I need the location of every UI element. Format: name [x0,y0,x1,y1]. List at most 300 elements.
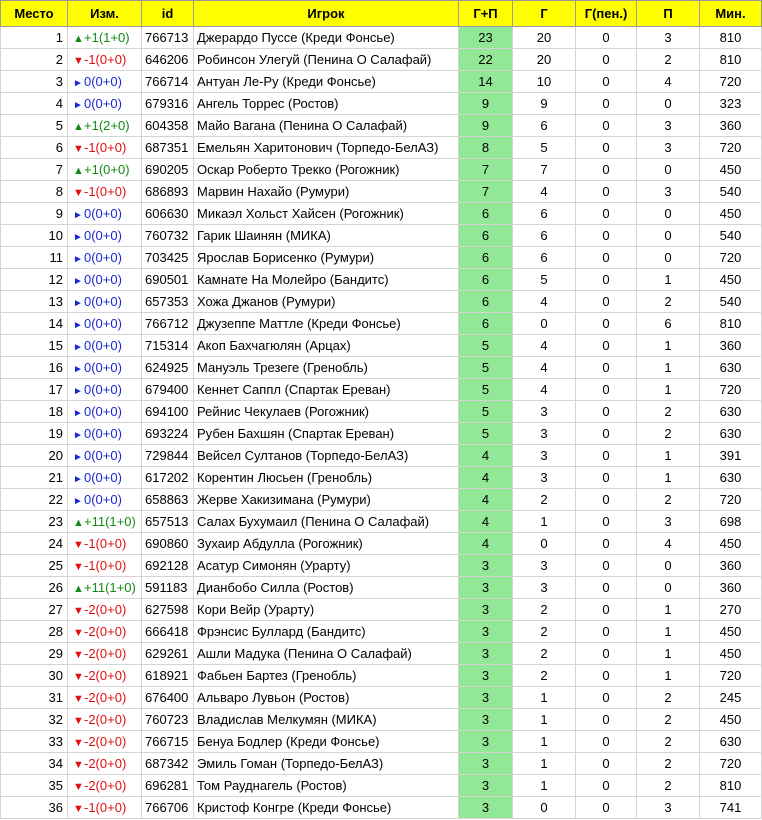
table-row[interactable] [1,467,762,489]
goals-assists-cell[interactable]: 3 [459,687,513,709]
player-cell[interactable]: Вейсел Султанов (Торпедо-БелАЗ) [194,445,459,467]
col-header-place[interactable]: Место [1,1,68,27]
minutes-cell[interactable]: 720 [700,753,762,775]
assists-cell[interactable]: 2 [637,775,700,797]
table-row[interactable] [1,71,762,93]
goals-assists-cell[interactable]: 6 [459,247,513,269]
goals-assists-cell[interactable]: 5 [459,379,513,401]
goals-assists-cell[interactable]: 9 [459,93,513,115]
minutes-cell[interactable]: 450 [700,159,762,181]
id-cell[interactable]: 686893 [142,181,194,203]
place-cell[interactable]: 14 [1,313,68,335]
minutes-cell[interactable]: 630 [700,423,762,445]
id-cell[interactable]: 676400 [142,687,194,709]
player-cell[interactable]: Джерардо Пуссе (Креди Фонсье) [194,27,459,49]
place-cell[interactable]: 19 [1,423,68,445]
penalty-goals-cell[interactable]: 0 [576,379,637,401]
place-cell[interactable]: 4 [1,93,68,115]
change-cell[interactable] [68,203,142,225]
assists-cell[interactable]: 1 [637,467,700,489]
place-cell[interactable]: 18 [1,401,68,423]
goals-assists-cell[interactable]: 6 [459,269,513,291]
table-row[interactable] [1,445,762,467]
col-header-penalty-goals[interactable]: Г(пен.) [576,1,637,27]
penalty-goals-cell[interactable]: 0 [576,247,637,269]
table-row[interactable] [1,93,762,115]
player-cell[interactable]: Антуан Ле-Ру (Креди Фонсье) [194,71,459,93]
assists-cell[interactable]: 0 [637,159,700,181]
table-row[interactable] [1,533,762,555]
place-cell[interactable]: 12 [1,269,68,291]
player-cell[interactable]: Корентин Люсьен (Гренобль) [194,467,459,489]
table-row[interactable] [1,423,762,445]
change-cell[interactable] [68,533,142,555]
change-cell[interactable] [68,313,142,335]
id-cell[interactable]: 729844 [142,445,194,467]
goals-assists-cell[interactable]: 3 [459,599,513,621]
change-cell[interactable] [68,577,142,599]
change-cell[interactable] [68,555,142,577]
change-cell[interactable] [68,709,142,731]
player-cell[interactable]: Кеннет Саппл (Спартак Ереван) [194,379,459,401]
table-row[interactable] [1,335,762,357]
goals-cell[interactable]: 3 [513,401,576,423]
place-cell[interactable]: 17 [1,379,68,401]
change-cell[interactable] [68,599,142,621]
goals-assists-cell[interactable]: 6 [459,291,513,313]
assists-cell[interactable]: 3 [637,137,700,159]
goals-cell[interactable]: 2 [513,599,576,621]
id-cell[interactable]: 618921 [142,665,194,687]
goals-assists-cell[interactable]: 3 [459,775,513,797]
change-cell[interactable] [68,93,142,115]
goals-assists-cell[interactable]: 9 [459,115,513,137]
assists-cell[interactable]: 0 [637,577,700,599]
change-cell[interactable] [68,335,142,357]
minutes-cell[interactable]: 810 [700,49,762,71]
place-cell[interactable]: 30 [1,665,68,687]
table-row[interactable] [1,665,762,687]
minutes-cell[interactable]: 630 [700,467,762,489]
change-cell[interactable] [68,115,142,137]
goals-cell[interactable]: 7 [513,159,576,181]
goals-assists-cell[interactable]: 5 [459,357,513,379]
place-cell[interactable]: 1 [1,27,68,49]
player-cell[interactable]: Асатур Симонян (Урарту) [194,555,459,577]
player-cell[interactable]: Владислав Мелкумян (МИКА) [194,709,459,731]
goals-assists-cell[interactable]: 14 [459,71,513,93]
player-cell[interactable]: Фабьен Бартез (Гренобль) [194,665,459,687]
goals-cell[interactable]: 2 [513,665,576,687]
goals-assists-cell[interactable]: 3 [459,753,513,775]
place-cell[interactable]: 7 [1,159,68,181]
table-row[interactable] [1,203,762,225]
minutes-cell[interactable]: 540 [700,181,762,203]
goals-cell[interactable]: 1 [513,753,576,775]
place-cell[interactable]: 28 [1,621,68,643]
assists-cell[interactable]: 2 [637,401,700,423]
minutes-cell[interactable]: 810 [700,775,762,797]
table-row[interactable] [1,731,762,753]
goals-cell[interactable]: 6 [513,225,576,247]
penalty-goals-cell[interactable]: 0 [576,269,637,291]
id-cell[interactable]: 687351 [142,137,194,159]
place-cell[interactable]: 15 [1,335,68,357]
place-cell[interactable]: 11 [1,247,68,269]
goals-cell[interactable]: 20 [513,49,576,71]
minutes-cell[interactable]: 720 [700,137,762,159]
id-cell[interactable]: 657513 [142,511,194,533]
goals-cell[interactable]: 2 [513,489,576,511]
table-row[interactable] [1,27,762,49]
id-cell[interactable]: 658863 [142,489,194,511]
id-cell[interactable]: 591183 [142,577,194,599]
penalty-goals-cell[interactable]: 0 [576,401,637,423]
id-cell[interactable]: 604358 [142,115,194,137]
id-cell[interactable]: 624925 [142,357,194,379]
player-cell[interactable]: Марвин Нахайо (Румури) [194,181,459,203]
goals-cell[interactable]: 2 [513,621,576,643]
player-cell[interactable]: Акоп Бахчагюлян (Арцах) [194,335,459,357]
player-cell[interactable]: Емельян Харитонович (Торпедо-БелАЗ) [194,137,459,159]
place-cell[interactable]: 6 [1,137,68,159]
assists-cell[interactable]: 1 [637,665,700,687]
player-cell[interactable]: Ярослав Борисенко (Румури) [194,247,459,269]
change-cell[interactable] [68,511,142,533]
place-cell[interactable]: 22 [1,489,68,511]
change-cell[interactable] [68,423,142,445]
assists-cell[interactable]: 3 [637,797,700,819]
goals-assists-cell[interactable]: 5 [459,423,513,445]
goals-cell[interactable]: 3 [513,467,576,489]
goals-cell[interactable]: 6 [513,203,576,225]
assists-cell[interactable]: 2 [637,489,700,511]
change-cell[interactable] [68,753,142,775]
player-cell[interactable]: Камнате На Молейро (Бандитс) [194,269,459,291]
id-cell[interactable]: 766713 [142,27,194,49]
table-row[interactable] [1,225,762,247]
penalty-goals-cell[interactable]: 0 [576,533,637,555]
goals-assists-cell[interactable]: 7 [459,181,513,203]
table-row[interactable] [1,687,762,709]
goals-assists-cell[interactable]: 22 [459,49,513,71]
penalty-goals-cell[interactable]: 0 [576,687,637,709]
goals-cell[interactable]: 1 [513,709,576,731]
minutes-cell[interactable]: 450 [700,709,762,731]
goals-cell[interactable]: 0 [513,533,576,555]
minutes-cell[interactable]: 450 [700,643,762,665]
assists-cell[interactable]: 4 [637,71,700,93]
place-cell[interactable]: 32 [1,709,68,731]
goals-assists-cell[interactable]: 6 [459,203,513,225]
assists-cell[interactable]: 3 [637,181,700,203]
goals-cell[interactable]: 2 [513,643,576,665]
place-cell[interactable]: 5 [1,115,68,137]
minutes-cell[interactable]: 630 [700,357,762,379]
change-cell[interactable] [68,225,142,247]
table-row[interactable] [1,357,762,379]
id-cell[interactable]: 760732 [142,225,194,247]
place-cell[interactable]: 36 [1,797,68,819]
change-cell[interactable] [68,687,142,709]
penalty-goals-cell[interactable]: 0 [576,27,637,49]
place-cell[interactable]: 2 [1,49,68,71]
table-row[interactable] [1,555,762,577]
change-cell[interactable] [68,291,142,313]
table-row[interactable] [1,49,762,71]
table-row[interactable] [1,379,762,401]
place-cell[interactable]: 13 [1,291,68,313]
penalty-goals-cell[interactable]: 0 [576,577,637,599]
goals-assists-cell[interactable]: 3 [459,643,513,665]
assists-cell[interactable]: 3 [637,115,700,137]
minutes-cell[interactable]: 450 [700,203,762,225]
minutes-cell[interactable]: 720 [700,247,762,269]
goals-assists-cell[interactable]: 23 [459,27,513,49]
place-cell[interactable]: 21 [1,467,68,489]
minutes-cell[interactable]: 540 [700,291,762,313]
goals-cell[interactable]: 9 [513,93,576,115]
table-row[interactable] [1,643,762,665]
goals-cell[interactable]: 4 [513,291,576,313]
table-row[interactable] [1,489,762,511]
player-cell[interactable]: Бенуа Бодлер (Креди Фонсье) [194,731,459,753]
goals-assists-cell[interactable]: 5 [459,335,513,357]
id-cell[interactable]: 694100 [142,401,194,423]
assists-cell[interactable]: 0 [637,203,700,225]
table-row[interactable] [1,511,762,533]
assists-cell[interactable]: 2 [637,687,700,709]
col-header-change[interactable]: Изм. [68,1,142,27]
goals-cell[interactable]: 4 [513,357,576,379]
table-row[interactable] [1,599,762,621]
change-cell[interactable] [68,269,142,291]
penalty-goals-cell[interactable]: 0 [576,291,637,313]
table-row[interactable] [1,181,762,203]
id-cell[interactable]: 693224 [142,423,194,445]
col-header-goals[interactable]: Г [513,1,576,27]
assists-cell[interactable]: 6 [637,313,700,335]
minutes-cell[interactable]: 720 [700,665,762,687]
goals-assists-cell[interactable]: 8 [459,137,513,159]
goals-cell[interactable]: 5 [513,269,576,291]
id-cell[interactable]: 690860 [142,533,194,555]
minutes-cell[interactable]: 270 [700,599,762,621]
penalty-goals-cell[interactable]: 0 [576,313,637,335]
player-cell[interactable]: Джузеппе Маттле (Креди Фонсье) [194,313,459,335]
assists-cell[interactable]: 2 [637,49,700,71]
minutes-cell[interactable]: 720 [700,489,762,511]
penalty-goals-cell[interactable]: 0 [576,203,637,225]
change-cell[interactable] [68,401,142,423]
player-cell[interactable]: Фрэнсис Буллард (Бандитс) [194,621,459,643]
place-cell[interactable]: 20 [1,445,68,467]
table-row[interactable] [1,709,762,731]
penalty-goals-cell[interactable]: 0 [576,643,637,665]
goals-assists-cell[interactable]: 3 [459,555,513,577]
assists-cell[interactable]: 2 [637,709,700,731]
goals-assists-cell[interactable]: 6 [459,225,513,247]
penalty-goals-cell[interactable]: 0 [576,775,637,797]
goals-assists-cell[interactable]: 3 [459,665,513,687]
change-cell[interactable] [68,181,142,203]
minutes-cell[interactable]: 360 [700,115,762,137]
penalty-goals-cell[interactable]: 0 [576,357,637,379]
goals-assists-cell[interactable]: 6 [459,313,513,335]
minutes-cell[interactable]: 450 [700,533,762,555]
minutes-cell[interactable]: 323 [700,93,762,115]
col-header-id[interactable]: id [142,1,194,27]
goals-cell[interactable]: 0 [513,313,576,335]
minutes-cell[interactable]: 450 [700,621,762,643]
minutes-cell[interactable]: 630 [700,401,762,423]
penalty-goals-cell[interactable]: 0 [576,599,637,621]
table-row[interactable] [1,115,762,137]
goals-assists-cell[interactable]: 3 [459,731,513,753]
place-cell[interactable]: 35 [1,775,68,797]
goals-assists-cell[interactable]: 5 [459,401,513,423]
minutes-cell[interactable]: 245 [700,687,762,709]
penalty-goals-cell[interactable]: 0 [576,731,637,753]
player-cell[interactable]: Ангель Торрес (Ростов) [194,93,459,115]
penalty-goals-cell[interactable]: 0 [576,71,637,93]
goals-assists-cell[interactable]: 7 [459,159,513,181]
place-cell[interactable]: 34 [1,753,68,775]
assists-cell[interactable]: 1 [637,621,700,643]
table-row[interactable] [1,247,762,269]
goals-cell[interactable]: 3 [513,423,576,445]
minutes-cell[interactable]: 741 [700,797,762,819]
penalty-goals-cell[interactable]: 0 [576,137,637,159]
id-cell[interactable]: 679316 [142,93,194,115]
goals-cell[interactable]: 3 [513,555,576,577]
player-cell[interactable]: Рубен Бахшян (Спартак Ереван) [194,423,459,445]
id-cell[interactable]: 679400 [142,379,194,401]
change-cell[interactable] [68,357,142,379]
place-cell[interactable]: 31 [1,687,68,709]
change-cell[interactable] [68,643,142,665]
player-cell[interactable]: Гарик Шаинян (МИКА) [194,225,459,247]
player-cell[interactable]: Рейнис Чекулаев (Рогожник) [194,401,459,423]
place-cell[interactable]: 3 [1,71,68,93]
change-cell[interactable] [68,797,142,819]
place-cell[interactable]: 23 [1,511,68,533]
id-cell[interactable]: 692128 [142,555,194,577]
goals-cell[interactable]: 5 [513,137,576,159]
assists-cell[interactable]: 1 [637,445,700,467]
table-row[interactable] [1,797,762,819]
assists-cell[interactable]: 3 [637,511,700,533]
table-row[interactable] [1,269,762,291]
place-cell[interactable]: 16 [1,357,68,379]
player-cell[interactable]: Жерве Хакизимана (Румури) [194,489,459,511]
player-cell[interactable]: Зухаир Абдулла (Рогожник) [194,533,459,555]
id-cell[interactable]: 690205 [142,159,194,181]
place-cell[interactable]: 24 [1,533,68,555]
minutes-cell[interactable]: 810 [700,313,762,335]
id-cell[interactable]: 606630 [142,203,194,225]
penalty-goals-cell[interactable]: 0 [576,511,637,533]
goals-assists-cell[interactable]: 3 [459,709,513,731]
change-cell[interactable] [68,247,142,269]
minutes-cell[interactable]: 540 [700,225,762,247]
penalty-goals-cell[interactable]: 0 [576,335,637,357]
col-header-assists[interactable]: П [637,1,700,27]
table-row[interactable] [1,137,762,159]
minutes-cell[interactable]: 360 [700,335,762,357]
assists-cell[interactable]: 2 [637,753,700,775]
place-cell[interactable]: 27 [1,599,68,621]
col-header-minutes[interactable]: Мин. [700,1,762,27]
goals-cell[interactable]: 1 [513,731,576,753]
goals-cell[interactable]: 4 [513,335,576,357]
id-cell[interactable]: 629261 [142,643,194,665]
assists-cell[interactable]: 2 [637,731,700,753]
place-cell[interactable]: 25 [1,555,68,577]
goals-cell[interactable]: 6 [513,115,576,137]
id-cell[interactable]: 715314 [142,335,194,357]
goals-cell[interactable]: 4 [513,181,576,203]
player-cell[interactable]: Микаэл Хольст Хайсен (Рогожник) [194,203,459,225]
player-cell[interactable]: Ашли Мадука (Пенина О Салафай) [194,643,459,665]
table-row[interactable] [1,313,762,335]
minutes-cell[interactable]: 698 [700,511,762,533]
player-cell[interactable]: Оскар Роберто Трекко (Рогожник) [194,159,459,181]
penalty-goals-cell[interactable]: 0 [576,621,637,643]
table-row[interactable] [1,753,762,775]
assists-cell[interactable]: 0 [637,225,700,247]
player-cell[interactable]: Салах Бухумаил (Пенина О Салафай) [194,511,459,533]
goals-cell[interactable]: 6 [513,247,576,269]
id-cell[interactable]: 657353 [142,291,194,313]
table-row[interactable] [1,577,762,599]
player-cell[interactable]: Дианбобо Силла (Ростов) [194,577,459,599]
minutes-cell[interactable]: 720 [700,379,762,401]
goals-assists-cell[interactable]: 3 [459,621,513,643]
place-cell[interactable]: 26 [1,577,68,599]
assists-cell[interactable]: 2 [637,291,700,313]
change-cell[interactable] [68,775,142,797]
assists-cell[interactable]: 1 [637,335,700,357]
goals-cell[interactable]: 0 [513,797,576,819]
goals-assists-cell[interactable]: 4 [459,489,513,511]
minutes-cell[interactable]: 630 [700,731,762,753]
id-cell[interactable]: 766706 [142,797,194,819]
id-cell[interactable]: 690501 [142,269,194,291]
player-cell[interactable]: Мануэль Трезеге (Гренобль) [194,357,459,379]
goals-assists-cell[interactable]: 4 [459,533,513,555]
penalty-goals-cell[interactable]: 0 [576,555,637,577]
place-cell[interactable]: 33 [1,731,68,753]
table-row[interactable] [1,401,762,423]
goals-cell[interactable]: 1 [513,775,576,797]
assists-cell[interactable]: 1 [637,357,700,379]
col-header-goals-assists[interactable]: Г+П [459,1,513,27]
goals-cell[interactable]: 1 [513,511,576,533]
change-cell[interactable] [68,71,142,93]
id-cell[interactable]: 766712 [142,313,194,335]
penalty-goals-cell[interactable]: 0 [576,115,637,137]
place-cell[interactable]: 8 [1,181,68,203]
goals-assists-cell[interactable]: 3 [459,797,513,819]
penalty-goals-cell[interactable]: 0 [576,181,637,203]
place-cell[interactable]: 10 [1,225,68,247]
id-cell[interactable]: 617202 [142,467,194,489]
id-cell[interactable]: 627598 [142,599,194,621]
id-cell[interactable]: 766714 [142,71,194,93]
place-cell[interactable]: 9 [1,203,68,225]
minutes-cell[interactable]: 391 [700,445,762,467]
